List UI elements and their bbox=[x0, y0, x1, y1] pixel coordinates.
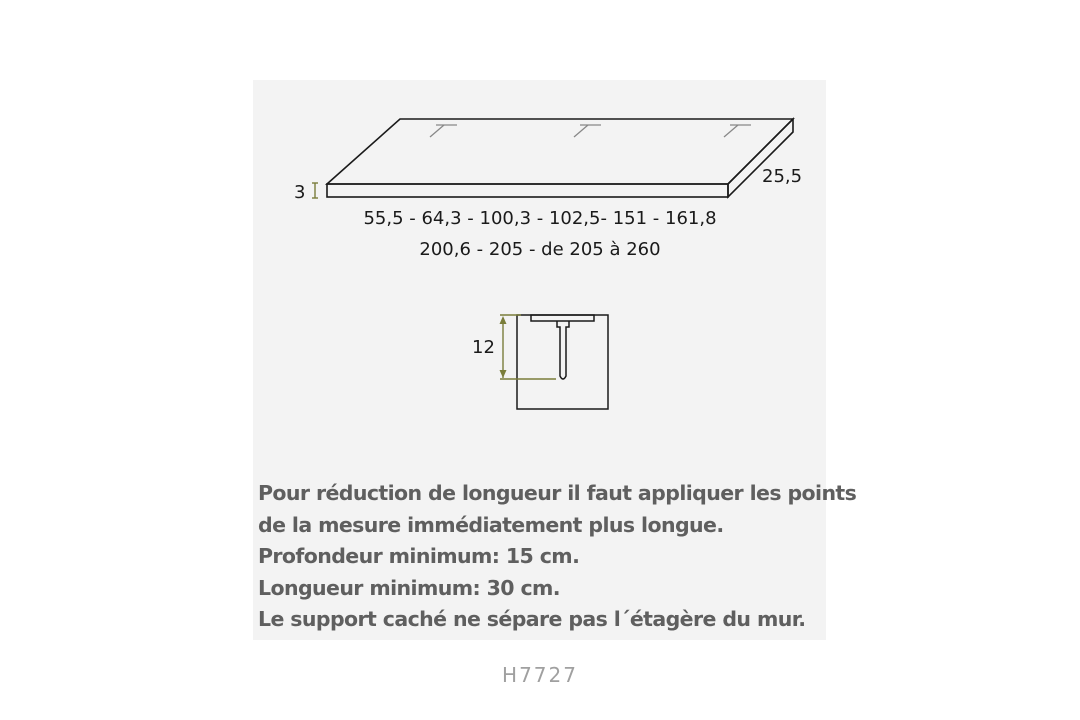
installation-notes bbox=[258, 478, 857, 636]
support-mark-3 bbox=[724, 125, 751, 137]
shelf-top-face bbox=[327, 119, 793, 184]
bracket-height-label: 12 bbox=[472, 337, 495, 358]
bracket-block bbox=[517, 315, 608, 409]
shelf-thickness-label: 3 bbox=[294, 182, 306, 203]
support-mark-1 bbox=[430, 125, 457, 137]
bracket-section bbox=[517, 315, 608, 409]
product-reference: H7727 bbox=[502, 663, 578, 687]
note-line: Longueur minimum: 30 cm. bbox=[258, 575, 560, 600]
bracket-height-dimension bbox=[500, 315, 557, 379]
note-line: de la mesure immédiatement plus longue. bbox=[258, 512, 724, 537]
bracket-pin bbox=[557, 321, 569, 379]
shelf-lengths-line-1: 55,5 - 64,3 - 100,3 - 102,5- 151 - 161,8 bbox=[363, 208, 717, 229]
support-mark-2 bbox=[574, 125, 601, 137]
note-line: Profondeur minimum: 15 cm. bbox=[258, 544, 580, 568]
note-line: Le support caché ne sépare pas l´étagère du mur. bbox=[258, 607, 806, 631]
thickness-dimension-mark bbox=[312, 183, 318, 198]
shelf-drawing bbox=[327, 119, 793, 197]
hidden-support-marks bbox=[430, 125, 751, 137]
note-line: Pour réduction de longueur il faut appliquer les points bbox=[258, 481, 857, 505]
shelf-lengths-line-2: 200,6 - 205 - de 205 à 260 bbox=[419, 239, 661, 260]
shelf-depth-label: 25,5 bbox=[762, 166, 803, 187]
bracket-plate bbox=[531, 315, 594, 321]
shelf-front-face bbox=[327, 184, 728, 197]
